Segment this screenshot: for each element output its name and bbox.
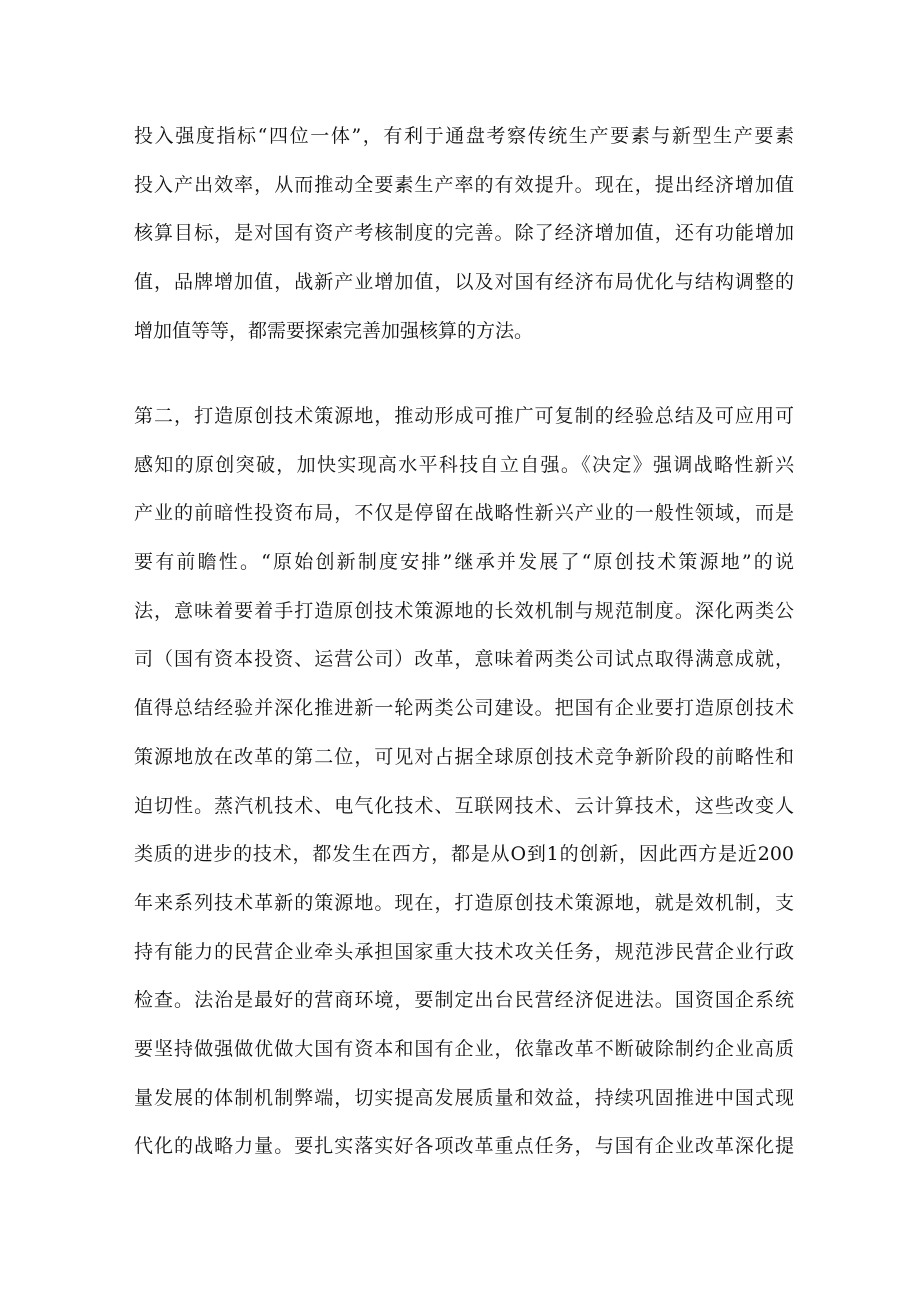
paragraph-line: 迫切性。蒸汽机技术、电气化技术、互联网技术、云计算技术，这些改变人	[134, 794, 794, 817]
paragraph-line: 投入产出效率，从而推动全要素生产率的有效提升。现在，提出经济增加值	[134, 173, 794, 196]
paragraph-line: 量发展的体制机制弊端，切实提高发展质量和效益，持续巩固推进中国式现	[134, 1086, 794, 1109]
paragraph-original-innovation	[134, 392, 794, 1171]
paragraph-line: 感知的原创突破，加快实现高水平科技自立自强。《决定》强调战略性新兴	[134, 453, 794, 476]
paragraph-line: 代化的战略力量。要扎实落实好各项改革重点任务，与国有企业改革深化提	[134, 1135, 794, 1158]
paragraph-line: 产业的前暗性投资布局，不仅是停留在战略性新兴产业的一般性领域，而是	[134, 502, 794, 525]
paragraph-line: 类质的进步的技术，都发生在西方，都是从O到1的创新，因此西方是近200	[134, 843, 794, 866]
paragraph-line: 核算目标，是对国有资产考核制度的完善。除了经济增加值，还有功能增加	[134, 222, 794, 245]
paragraph-line: 增加值等等，都需要探索完善加强核算的方法。	[134, 319, 534, 342]
paragraph-line: 检查。法治是最好的营商环境，要制定出台民营经济促进法。国资国企系统	[134, 989, 794, 1012]
paragraph-line: 投入强度指标“四位一体”，有利于通盘考察传统生产要素与新型生产要素	[134, 125, 794, 147]
paragraph-line: 策源地放在改革的第二位，可见对占据全球原创技术竞争新阶段的前略性和	[134, 745, 794, 768]
paragraph-line: 法，意味着要着手打造原创技术策源地的长效机制与规范制度。深化两类公	[134, 599, 794, 622]
paragraph-line: 司（国有资本投资、运营公司）改革，意味着两类公司试点取得满意成就，	[134, 648, 794, 671]
paragraph-line: 要有前瞻性。“原始创新制度安排”继承并发展了“原创技术策源地”的说	[134, 551, 794, 574]
paragraph-line: 要坚持做强做优做大国有资本和国有企业，依靠改革不断破除制约企业高质	[134, 1037, 794, 1060]
paragraph-line: 值得总结经验并深化推进新一轮两类公司建设。把国有企业要打造原创技术	[134, 697, 794, 720]
paragraph-line: 年来系列技术革新的策源地。现在，打造原创技术策源地，就是效机制，支	[134, 891, 794, 914]
paragraph-line: 第二，打造原创技术策源地，推动形成可推广可复制的经验总结及可应用可	[134, 405, 794, 427]
paragraph-value-added	[134, 112, 794, 355]
paragraph-line: 持有能力的民营企业牵头承担国家重大技术攻关任务，规范涉民营企业行政	[134, 940, 794, 963]
paragraph-line: 值，品牌增加值，战新产业增加值，以及对国有经济布局优化与结构调整的	[134, 271, 794, 294]
